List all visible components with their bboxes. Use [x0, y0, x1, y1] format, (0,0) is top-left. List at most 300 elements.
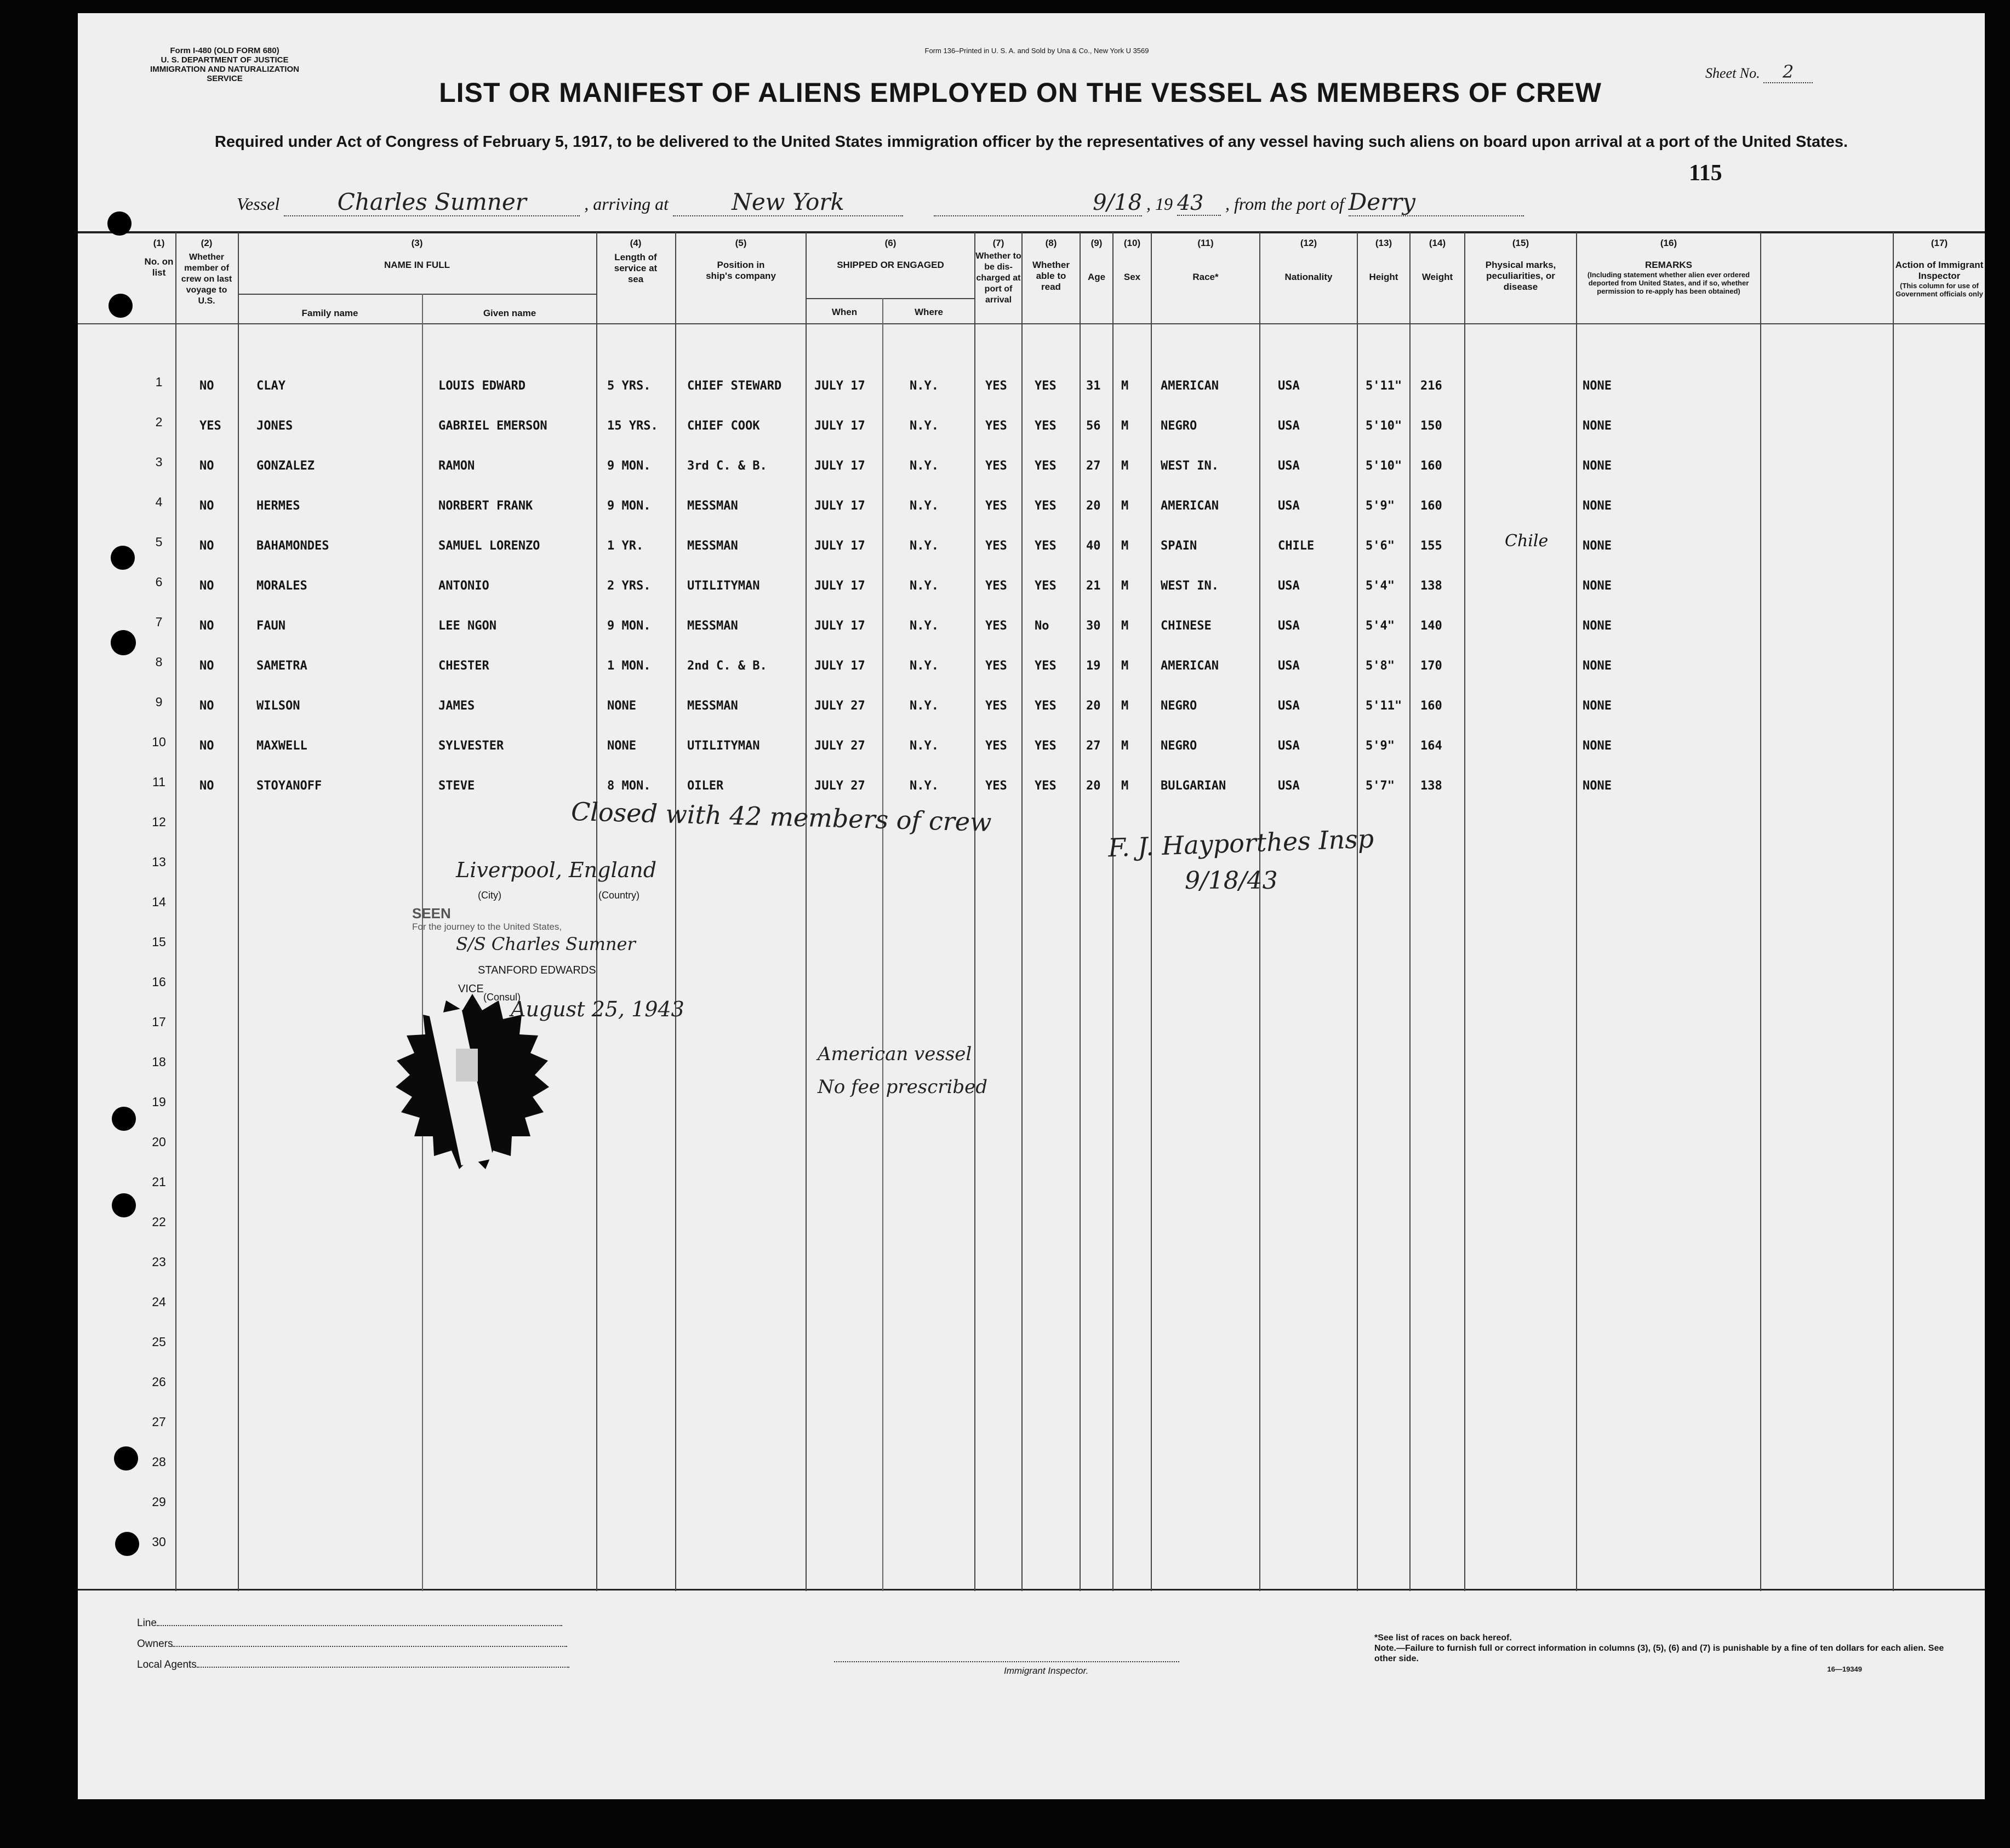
service: IMMIGRATION AND NATURALIZATION SERVICE	[150, 65, 299, 83]
row-number: 19	[152, 1095, 166, 1109]
cell-race: NEGRO	[1161, 419, 1197, 433]
cell-remarks: NONE	[1583, 499, 1612, 513]
cell-race: CHINESE	[1161, 619, 1212, 633]
local-agents-label: Local Agents	[137, 1659, 197, 1670]
cell-position: MESSMAN	[687, 499, 738, 513]
header-nationality: Nationality	[1284, 272, 1333, 282]
cell-prev: NO	[199, 619, 214, 633]
cell-prev: NO	[199, 699, 214, 713]
colnum-10: (10)	[1123, 238, 1141, 248]
consul-label: (Consul)	[483, 992, 521, 1003]
crew-table-body	[78, 13, 1985, 838]
row-number: 16	[152, 975, 166, 989]
row-number: 27	[152, 1415, 166, 1429]
row-number: 29	[152, 1495, 166, 1509]
form-code: 16—19349	[1827, 1665, 1862, 1673]
cell-weight: 160	[1420, 459, 1442, 473]
table-row	[78, 499, 1985, 521]
row-number: 13	[152, 855, 166, 869]
cell-age: 56	[1086, 419, 1101, 433]
cell-discharged: YES	[985, 379, 1007, 393]
row-number: 5	[155, 535, 163, 549]
colnum-9: (9)	[1090, 238, 1103, 248]
cell-nationality: USA	[1278, 499, 1300, 513]
inspector-line	[834, 1661, 1179, 1662]
cell-discharged: YES	[985, 619, 1007, 633]
cell-remarks: NONE	[1583, 379, 1612, 393]
table-row	[78, 659, 1985, 681]
row-number: 30	[152, 1535, 166, 1549]
cell-height: 5'4"	[1366, 619, 1395, 633]
embossed-seal	[363, 988, 582, 1197]
cell-given-name: CHESTER	[438, 659, 489, 673]
header-discharged: Whether to be dis-charged at port of arrival	[975, 251, 1021, 305]
punch-hole	[111, 546, 135, 570]
cell-where: N.Y.	[910, 619, 939, 633]
cell-race: NEGRO	[1161, 699, 1197, 713]
row-number: 28	[152, 1455, 166, 1469]
row-number: 2	[155, 415, 163, 429]
cell-position: CHIEF COOK	[687, 419, 760, 433]
sheet-number: 2	[1763, 61, 1813, 83]
colnum-5: (5)	[735, 238, 747, 248]
cell-race: SPAIN	[1161, 539, 1197, 553]
colnum-15: (15)	[1512, 238, 1529, 248]
colnum-1: (1)	[153, 238, 165, 248]
cell-family-name: BAHAMONDES	[256, 539, 329, 553]
cell-family-name: MORALES	[256, 579, 307, 593]
cell-race: AMERICAN	[1161, 379, 1219, 393]
header-physical-marks: Physical marks, peculiarities, or disease	[1485, 260, 1556, 292]
cell-height: 5'10"	[1366, 419, 1402, 433]
cell-nationality: CHILE	[1278, 539, 1315, 553]
american-vessel-note: American vessel	[818, 1043, 972, 1065]
row-number: 7	[155, 615, 163, 629]
cell-service: 1 MON.	[607, 659, 651, 673]
vessel-label: Vessel	[237, 194, 280, 214]
cell-age: 20	[1086, 499, 1101, 513]
inspector-signature: F. J. Hayporthes Insp	[1107, 823, 1374, 863]
cell-discharged: YES	[985, 579, 1007, 593]
cell-family-name: MAXWELL	[256, 739, 307, 753]
row-number: 15	[152, 935, 166, 949]
cell-where: N.Y.	[910, 659, 939, 673]
row-number: 9	[155, 695, 163, 709]
cell-family-name: FAUN	[256, 619, 285, 633]
note-label: Note.	[1374, 1644, 1396, 1653]
cell-height: 5'11"	[1366, 379, 1402, 393]
cell-sex: M	[1121, 379, 1129, 393]
punch-hole	[112, 1193, 136, 1217]
header-family-name: Family name	[301, 308, 358, 318]
cell-service: 5 YRS.	[607, 379, 651, 393]
cell-nationality: USA	[1278, 619, 1300, 633]
consul-city: Liverpool, England	[456, 858, 657, 882]
cell-remarks: NONE	[1583, 619, 1612, 633]
cell-given-name: NORBERT FRANK	[438, 499, 533, 513]
cell-family-name: JONES	[256, 419, 293, 433]
row-number: 26	[152, 1375, 166, 1389]
cell-sex: M	[1121, 779, 1129, 793]
colnum-3: (3)	[411, 238, 423, 248]
note-text: —Failure to furnish full or correct information in columns (3), (5), (6) and (7) is punishable by a fine of ten dollars for each alien. See other side.	[1374, 1644, 1944, 1663]
header-sex: Sex	[1123, 272, 1141, 282]
cell-given-name: SYLVESTER	[438, 739, 504, 753]
sheet-label: Sheet No.	[1705, 65, 1760, 81]
cell-position: MESSMAN	[687, 539, 738, 553]
cell-discharged: YES	[985, 739, 1007, 753]
cell-sex: M	[1121, 539, 1129, 553]
cell-remarks: NONE	[1583, 459, 1612, 473]
cell-when: JULY 17	[814, 499, 865, 513]
cell-discharged: YES	[985, 499, 1007, 513]
table-bottom-rule	[78, 1589, 1985, 1590]
row-number: 10	[152, 735, 166, 749]
cell-prev: NO	[199, 459, 214, 473]
cell-weight: 216	[1420, 379, 1442, 393]
header-where: Where	[915, 307, 943, 317]
header-shipped-engaged: SHIPPED OR ENGAGED	[837, 260, 944, 270]
cell-given-name: RAMON	[438, 459, 475, 473]
cell-nationality: USA	[1278, 779, 1300, 793]
cell-where: N.Y.	[910, 539, 939, 553]
cell-position: 2nd C. & B.	[687, 659, 767, 673]
form-id: Form I-480 (OLD FORM 680)	[170, 46, 279, 55]
seen-sub: For the journey to the United States,	[412, 922, 562, 932]
cell-age: 30	[1086, 619, 1101, 633]
colnum-4: (4)	[630, 238, 642, 248]
cell-read: YES	[1035, 579, 1057, 593]
cell-read: YES	[1035, 419, 1057, 433]
cell-age: 21	[1086, 579, 1101, 593]
cell-when: JULY 17	[814, 419, 865, 433]
punch-hole	[107, 211, 132, 236]
cell-sex: M	[1121, 579, 1129, 593]
races-note: *See list of races on back hereof.	[1374, 1633, 1512, 1643]
punch-hole	[109, 294, 133, 318]
year-printed: , 19	[1146, 194, 1173, 214]
row-number: 1	[155, 375, 163, 389]
cell-remarks: NONE	[1583, 579, 1612, 593]
arrival-date: 9/18	[934, 190, 1142, 216]
header-last-voyage: Whether member of crew on last voyage to U.S.	[181, 253, 232, 306]
page-number: 115	[1689, 161, 1722, 186]
cell-race: AMERICAN	[1161, 659, 1219, 673]
from-port: Derry	[1349, 188, 1524, 216]
cell-nationality: USA	[1278, 459, 1300, 473]
row-number: 14	[152, 895, 166, 909]
cell-service: 2 YRS.	[607, 579, 651, 593]
cell-height: 5'10"	[1366, 459, 1402, 473]
cell-service: 15 YRS.	[607, 419, 658, 433]
punch-hole	[111, 630, 136, 655]
vessel-name: Charles Sumner	[284, 188, 580, 216]
cell-where: N.Y.	[910, 579, 939, 593]
header-race: Race*	[1192, 272, 1219, 282]
cell-remarks: NONE	[1583, 699, 1612, 713]
cell-family-name: SAMETRA	[256, 659, 307, 673]
row-number: 8	[155, 655, 163, 669]
cell-where: N.Y.	[910, 779, 939, 793]
page-title: LIST OR MANIFEST OF ALIENS EMPLOYED ON THE VESSEL AS MEMBERS OF CREW	[439, 77, 1602, 108]
cell-weight: 140	[1420, 619, 1442, 633]
cell-given-name: GABRIEL EMERSON	[438, 419, 547, 433]
header-height: Height	[1369, 272, 1398, 282]
cell-race: NEGRO	[1161, 739, 1197, 753]
cell-discharged: YES	[985, 459, 1007, 473]
header-action: Action of Immigrant Inspector	[1895, 260, 1984, 281]
cell-when: JULY 17	[814, 539, 865, 553]
colnum-14: (14)	[1429, 238, 1446, 248]
cell-where: N.Y.	[910, 699, 939, 713]
cell-read: YES	[1035, 539, 1057, 553]
row-number: 22	[152, 1215, 166, 1229]
cell-read: YES	[1035, 499, 1057, 513]
colnum-13: (13)	[1375, 238, 1392, 248]
arriving-label: , arriving at	[584, 194, 669, 214]
cell-prev: YES	[199, 419, 221, 433]
colnum-2: (2)	[201, 238, 213, 248]
cell-when: JULY 27	[814, 779, 865, 793]
cell-race: AMERICAN	[1161, 499, 1219, 513]
colnum-6: (6)	[884, 238, 896, 248]
header-read: Whether able to read	[1032, 260, 1070, 292]
footer-left	[137, 1613, 569, 1675]
cell-given-name: SAMUEL LORENZO	[438, 539, 540, 553]
year-written: 43	[1177, 191, 1221, 216]
cell-race: WEST IN.	[1161, 459, 1219, 473]
colnum-8: (8)	[1045, 238, 1057, 248]
cell-race: BULGARIAN	[1161, 779, 1226, 793]
header-action-sub: (This column for use of Government officials only	[1895, 282, 1983, 298]
subtitle: Required under Act of Congress of February 5, 1917, to be delivered to the United States immigration officer by the representatives of any vessel having such aliens on board upon arrival at a port of the United States.	[214, 133, 1848, 151]
cell-when: JULY 27	[814, 699, 865, 713]
header-when: When	[831, 307, 858, 317]
cell-service: 9 MON.	[607, 619, 651, 633]
cell-service: 9 MON.	[607, 459, 651, 473]
cell-given-name: JAMES	[438, 699, 475, 713]
colnum-12: (12)	[1300, 238, 1317, 248]
cell-prev: NO	[199, 379, 214, 393]
cell-when: JULY 17	[814, 459, 865, 473]
cell-sex: M	[1121, 739, 1129, 753]
header-remarks: REMARKS	[1645, 260, 1692, 270]
row-number: 18	[152, 1055, 166, 1069]
cell-discharged: YES	[985, 419, 1007, 433]
cell-read: No	[1035, 619, 1049, 633]
cell-prev: NO	[199, 659, 214, 673]
cell-read: YES	[1035, 459, 1057, 473]
cell-weight: 170	[1420, 659, 1442, 673]
cell-family-name: STOYANOFF	[256, 779, 322, 793]
cell-when: JULY 17	[814, 619, 865, 633]
cell-sex: M	[1121, 499, 1129, 513]
country-label: (Country)	[598, 890, 640, 901]
row-number: 4	[155, 495, 163, 509]
cell-position: UTILITYMAN	[687, 739, 760, 753]
no-fee-note: No fee prescribed	[818, 1076, 988, 1098]
cell-discharged: YES	[985, 539, 1007, 553]
header-given-name: Given name	[483, 308, 536, 318]
table-row	[78, 379, 1985, 401]
row-number: 6	[155, 575, 163, 589]
inspector-label: Immigrant Inspector.	[1004, 1666, 1089, 1676]
cell-given-name: STEVE	[438, 779, 475, 793]
cell-service: 1 YR.	[607, 539, 644, 553]
row-number: 21	[152, 1175, 166, 1189]
header-no-on-list: No. on list	[144, 256, 174, 278]
table-row	[78, 739, 1985, 761]
cell-nationality: USA	[1278, 739, 1300, 753]
row-number: 24	[152, 1295, 166, 1309]
cell-family-name: HERMES	[256, 499, 300, 513]
cell-height: 5'4"	[1366, 579, 1395, 593]
cell-discharged: YES	[985, 659, 1007, 673]
row-number: 11	[152, 775, 165, 789]
cell-prev: NO	[199, 739, 214, 753]
cell-where: N.Y.	[910, 739, 939, 753]
cell-age: 27	[1086, 739, 1101, 753]
cell-height: 5'9"	[1366, 739, 1395, 753]
cell-sex: M	[1121, 659, 1129, 673]
cell-nationality: USA	[1278, 419, 1300, 433]
cell-where: N.Y.	[910, 499, 939, 513]
cell-read: YES	[1035, 779, 1057, 793]
cell-position: UTILITYMAN	[687, 579, 760, 593]
cell-weight: 164	[1420, 739, 1442, 753]
cell-sex: M	[1121, 419, 1129, 433]
punch-hole	[114, 1446, 138, 1471]
cell-remarks: NONE	[1583, 739, 1612, 753]
cell-service: 8 MON.	[607, 779, 651, 793]
cell-prev: NO	[199, 579, 214, 593]
cell-weight: 160	[1420, 699, 1442, 713]
cell-weight: 150	[1420, 419, 1442, 433]
cell-position: MESSMAN	[687, 699, 738, 713]
cell-family-name: WILSON	[256, 699, 300, 713]
cell-prev: NO	[199, 499, 214, 513]
table-row	[78, 579, 1985, 601]
colnum-17: (17)	[1931, 238, 1948, 248]
consul-date: August 25, 1943	[511, 997, 684, 1021]
cell-when: JULY 17	[814, 379, 865, 393]
cell-service: 9 MON.	[607, 499, 651, 513]
colnum-11: (11)	[1197, 238, 1214, 248]
cell-position: MESSMAN	[687, 619, 738, 633]
seal-graphic	[363, 988, 582, 1197]
table-row	[78, 619, 1985, 641]
cell-age: 31	[1086, 379, 1101, 393]
cell-age: 20	[1086, 699, 1101, 713]
table-row	[78, 419, 1985, 441]
owners-label: Owners	[137, 1638, 173, 1650]
cell-weight: 160	[1420, 499, 1442, 513]
cell-service: NONE	[607, 739, 636, 753]
cell-height: 5'8"	[1366, 659, 1395, 673]
cell-prev: NO	[199, 779, 214, 793]
consul-name: STANFORD EDWARDS	[478, 964, 596, 976]
cell-remarks: NONE	[1583, 659, 1612, 673]
cell-race: WEST IN.	[1161, 579, 1219, 593]
cell-remarks: NONE	[1583, 539, 1612, 553]
cell-nationality: USA	[1278, 659, 1300, 673]
cell-where: N.Y.	[910, 419, 939, 433]
row-number: 17	[152, 1015, 166, 1029]
cell-age: 40	[1086, 539, 1101, 553]
cell-nationality: USA	[1278, 579, 1300, 593]
cell-height: 5'7"	[1366, 779, 1395, 793]
cell-when: JULY 27	[814, 739, 865, 753]
row-number: 23	[152, 1255, 166, 1269]
inspector-date: 9/18/43	[1185, 867, 1278, 895]
cell-read: YES	[1035, 739, 1057, 753]
cell-when: JULY 17	[814, 659, 865, 673]
cell-weight: 155	[1420, 539, 1442, 553]
cell-position: CHIEF STEWARD	[687, 379, 782, 393]
header-name-in-full: NAME IN FULL	[384, 260, 450, 270]
table-row	[78, 699, 1985, 721]
cell-height: 5'6"	[1366, 539, 1395, 553]
cell-given-name: LOUIS EDWARD	[438, 379, 526, 393]
header-age: Age	[1087, 272, 1106, 282]
cell-service: NONE	[607, 699, 636, 713]
cell-family-name: GONZALEZ	[256, 459, 315, 473]
cell-height: 5'11"	[1366, 699, 1402, 713]
cell-height: 5'9"	[1366, 499, 1395, 513]
vice-label: VICE	[458, 983, 484, 995]
arriving-at: New York	[673, 188, 903, 216]
department: U. S. DEPARTMENT OF JUSTICE	[161, 55, 289, 65]
footer-note	[1374, 1633, 1955, 1674]
cell-where: N.Y.	[910, 379, 939, 393]
cell-nationality: USA	[1278, 379, 1300, 393]
colnum-16: (16)	[1660, 238, 1677, 248]
cell-remarks: NONE	[1583, 419, 1612, 433]
cell-discharged: YES	[985, 779, 1007, 793]
table-row	[78, 531, 1985, 561]
cell-age: 27	[1086, 459, 1101, 473]
cell-age: 19	[1086, 659, 1101, 673]
printer-note: Form 136–Printed in U. S. A. and Sold by Una & Co., New York U 3569	[924, 47, 1149, 55]
cell-position: OILER	[687, 779, 724, 793]
cell-sex: M	[1121, 459, 1129, 473]
header-service: Length of service at sea	[614, 252, 658, 284]
cell-weight: 138	[1420, 579, 1442, 593]
punch-hole	[112, 1107, 136, 1131]
cell-read: YES	[1035, 379, 1057, 393]
cell-age: 20	[1086, 779, 1101, 793]
table-row	[78, 459, 1985, 481]
row-number: 20	[152, 1135, 166, 1149]
cell-family-name: CLAY	[256, 379, 285, 393]
row-number: 25	[152, 1335, 166, 1349]
cell-position: 3rd C. & B.	[687, 459, 767, 473]
cell-read: YES	[1035, 699, 1057, 713]
colnum-7: (7)	[992, 238, 1004, 248]
cell-nationality: USA	[1278, 699, 1300, 713]
cell-sex: M	[1121, 699, 1129, 713]
cell-where: N.Y.	[910, 459, 939, 473]
header-position: Position in ship's company	[706, 260, 776, 281]
header-remarks-sub: (Including statement whether alien ever ordered deported from United States, and if so, whether permission to re-apply has been obtained)	[1587, 271, 1750, 295]
manifest-page	[78, 13, 1985, 1799]
row-number: 12	[152, 815, 166, 829]
from-port-label: , from the port of	[1225, 194, 1344, 214]
cell-given-name: LEE NGON	[438, 619, 496, 633]
cell-discharged: YES	[985, 699, 1007, 713]
cell-weight: 138	[1420, 779, 1442, 793]
cell-remarks: NONE	[1583, 779, 1612, 793]
